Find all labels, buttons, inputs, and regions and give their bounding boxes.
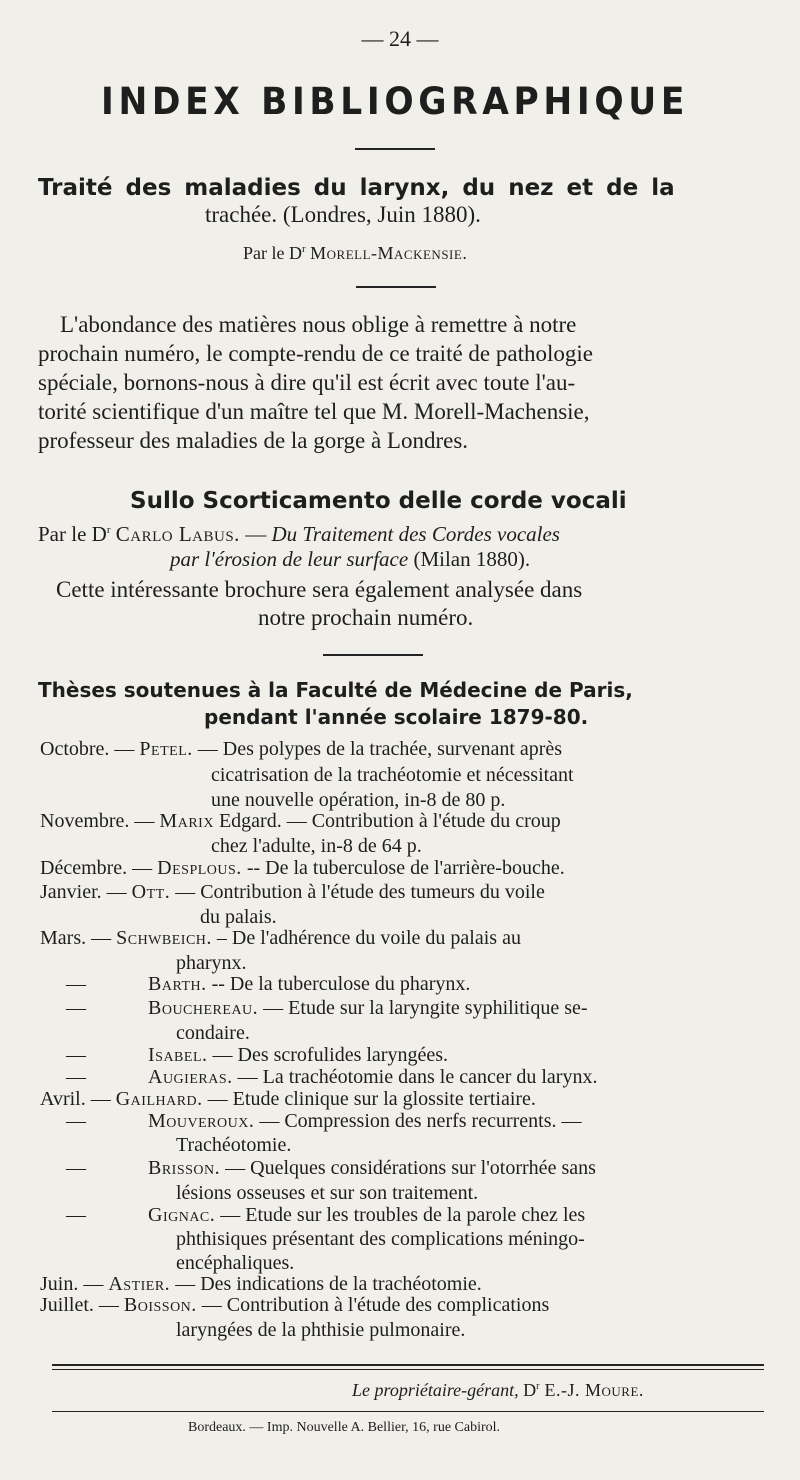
- review1-byline: Par le $D^r$ Morell-Mackensie.: [243, 243, 468, 263]
- thesis-entry: [148, 997, 588, 1020]
- thesis-title: — Des indications de la trachéotomie.: [170, 1273, 482, 1295]
- review2-para-line2: notre prochain numéro.: [258, 605, 474, 630]
- thesis-title: — La trachéotomie dans le cancer du larynx.: [232, 1066, 598, 1088]
- review2-author: Carlo Labus.: [115, 522, 240, 546]
- theses-title-line1: Thèses soutenues à la Faculté de Médecine de Paris,: [38, 678, 633, 702]
- page-number: — 24 —: [361, 26, 439, 51]
- review1-title-line1: Traité des maladies du larynx, du nez et de la: [38, 175, 675, 201]
- thesis-continuation: Trachéotomie.: [176, 1134, 292, 1156]
- review1-para-line4: torité scientifique d'un maître tel que M. Morell-Machensie,: [38, 399, 590, 424]
- thesis-continuation: du palais.: [200, 906, 277, 928]
- thesis-author: Gignac.: [148, 1204, 216, 1226]
- thesis-month: Mars. —: [40, 927, 117, 949]
- thesis-dash: —: [66, 973, 86, 995]
- review2-para-line1: Cette intéressante brochure sera également analysée dans: [56, 577, 583, 602]
- thesis-month: Novembre. —: [40, 810, 160, 832]
- thesis-dash: —: [66, 1204, 86, 1226]
- thesis-entry: [40, 810, 561, 833]
- thesis-author: Barth.: [148, 973, 207, 995]
- thesis-month: Juillet. —: [40, 1294, 124, 1316]
- thesis-title: — Etude sur la laryngite syphilitique se-: [258, 997, 588, 1019]
- review1-rule: [356, 286, 436, 288]
- thesis-continuation: pharynx.: [176, 952, 247, 974]
- thesis-month: Avril. —: [40, 1088, 116, 1110]
- thesis-continuation: condaire.: [176, 1022, 250, 1044]
- thesis-title: — Quelques considérations sur l'otorrhée sans: [220, 1157, 596, 1179]
- thesis-title: — Des scrofulides laryngées.: [207, 1044, 448, 1066]
- thesis-entry: [148, 1204, 585, 1227]
- thesis-entry: [40, 738, 562, 761]
- thesis-month: Décembre. —: [40, 857, 158, 879]
- thesis-entry: [40, 1273, 482, 1296]
- footer-rule-bottom: [52, 1411, 764, 1412]
- thesis-month: Juin. —: [40, 1273, 109, 1295]
- thesis-entry: [40, 857, 565, 880]
- thesis-dash: —: [66, 1157, 86, 1179]
- thesis-continuation: une nouvelle opération, in-8 de 80 p.: [211, 789, 506, 811]
- thesis-entry: [40, 1088, 536, 1111]
- thesis-entry: [40, 1294, 549, 1317]
- thesis-author: Isabel.: [148, 1044, 208, 1066]
- thesis-title: -- De la tuberculose du pharynx.: [206, 973, 471, 995]
- title-rule: [355, 148, 435, 150]
- thesis-author: Petel.: [139, 738, 193, 760]
- thesis-author: Schwbeich.: [116, 927, 212, 949]
- review2-rule: [323, 654, 423, 656]
- thesis-title: — Des polypes de la trachée, survenant après: [192, 738, 563, 760]
- thesis-title: — Contribution à l'étude des tumeurs du voile: [170, 881, 545, 903]
- thesis-month: Janvier. —: [40, 881, 132, 903]
- thesis-author: Marix: [159, 810, 214, 832]
- footer-rule-top: [52, 1364, 764, 1366]
- thesis-entry: [148, 1066, 597, 1089]
- review1-para-line5: professeur des maladies de la gorge à Londres.: [38, 428, 469, 453]
- thesis-title: -- De la tuberculose de l'arrière-bouche.: [241, 857, 565, 879]
- thesis-dash: —: [66, 1110, 86, 1132]
- thesis-author: Mouveroux.: [148, 1110, 255, 1132]
- thesis-entry: [148, 1110, 582, 1133]
- theses-title-line2: pendant l'année scolaire 1879-80.: [204, 705, 589, 729]
- thesis-continuation: chez l'adulte, in-8 de 64 p.: [211, 835, 422, 857]
- thesis-dash: —: [66, 1066, 86, 1088]
- thesis-title: — Etude sur les troubles de la parole chez les: [215, 1204, 586, 1226]
- review1-para-line2: prochain numéro, le compte-rendu de ce traité de pathologie: [38, 341, 593, 366]
- review1-title-line2: trachée. (Londres, Juin 1880).: [205, 202, 481, 227]
- thesis-continuation: cicatrisation de la trachéotomie et nécessitant: [211, 764, 574, 786]
- printer-line: Bordeaux. — Imp. Nouvelle A. Bellier, 16, rue Cabirol.: [188, 1420, 501, 1435]
- review1-para-line1: L'abondance des matières nous oblige à remettre à notre: [60, 312, 577, 337]
- thesis-title: Edgard. — Contribution à l'étude du croup: [213, 810, 561, 832]
- thesis-continuation: phthisiques présentant des complications méningo-: [176, 1228, 585, 1250]
- thesis-month: Octobre. —: [40, 738, 140, 760]
- review2-work-title: Du Traitement des Cordes vocales: [271, 522, 560, 546]
- thesis-author: Bouchereau.: [148, 997, 259, 1019]
- thesis-continuation: laryngées de la phthisie pulmonaire.: [176, 1319, 466, 1341]
- gerant-line: Le propriétaire-gérant, $D^r$ E.-J. Moure.: [352, 1380, 644, 1400]
- thesis-title: — Contribution à l'étude des complications: [196, 1294, 550, 1316]
- thesis-dash: —: [66, 1044, 86, 1066]
- thesis-author: Astier.: [108, 1273, 171, 1295]
- thesis-author: Augieras.: [148, 1066, 233, 1088]
- thesis-author: Gailhard.: [115, 1088, 203, 1110]
- thesis-title: — Etude clinique sur la glossite tertiaire.: [202, 1088, 536, 1110]
- review1-para-line3: spéciale, bornons-nous à dire qu'il est écrit avec toute l'au-: [38, 370, 576, 395]
- review2-title: Sullo Scorticamento delle corde vocali: [130, 488, 627, 514]
- thesis-entry: [40, 881, 545, 904]
- review2-byline: Par le $D^r$ Carlo Labus. — Du Traitement des Cordes vocales: [38, 522, 560, 546]
- thesis-continuation: lésions osseuses et sur son traitement.: [176, 1182, 479, 1204]
- thesis-dash: —: [66, 997, 86, 1019]
- thesis-entry: [148, 1157, 596, 1180]
- thesis-title: – De l'adhérence du voile du palais au: [211, 927, 521, 949]
- thesis-entry: [40, 927, 521, 950]
- thesis-author: Ott.: [131, 881, 171, 903]
- thesis-entry: [148, 973, 470, 996]
- thesis-author: Desplous.: [157, 857, 242, 879]
- thesis-title: — Compression des nerfs recurrents. —: [254, 1110, 582, 1132]
- review2-work-line2: par l'érosion de leur surface (Milan 1880).: [170, 547, 531, 571]
- review1-author: Morell-Mackensie.: [310, 243, 468, 263]
- thesis-author: Brisson.: [148, 1157, 221, 1179]
- footer-rule-top-thin: [52, 1369, 764, 1370]
- thesis-entry: [148, 1044, 448, 1067]
- thesis-author: Boisson.: [123, 1294, 197, 1316]
- thesis-continuation: encéphaliques.: [176, 1252, 295, 1274]
- page-title: INDEX BIBLIOGRAPHIQUE: [101, 80, 689, 123]
